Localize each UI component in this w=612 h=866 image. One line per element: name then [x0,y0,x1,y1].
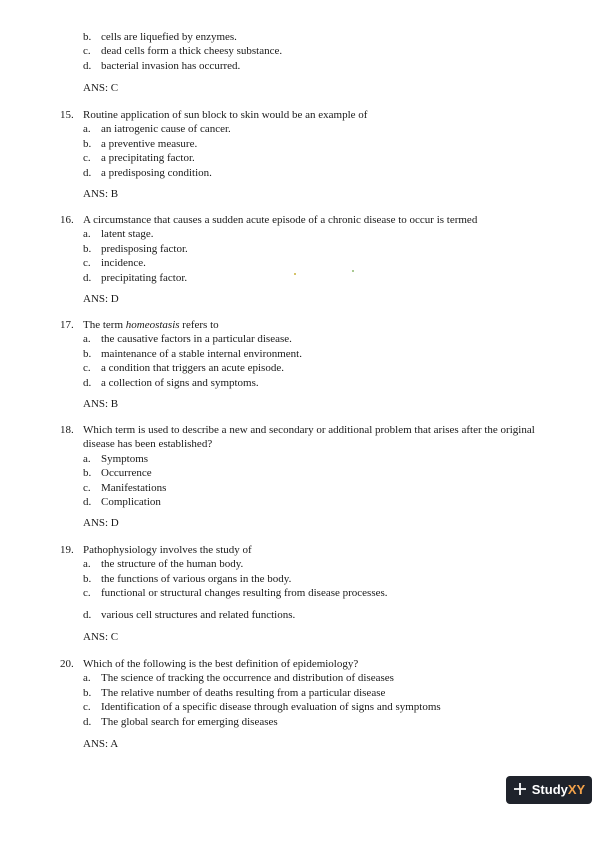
question-stem [0,108,612,122]
option-d: d. The global search for emerging diseases [83,715,278,728]
question-number: 19. [60,544,74,556]
stray-dot [352,270,354,272]
option-b: b. cells are liquefied by enzymes. [83,31,237,43]
answer-19: ANS: C [83,631,119,643]
question-15 [0,108,612,180]
option-a: a. latent stage. [83,228,154,241]
question-number: 20. [60,658,74,670]
question-text: The term homeostasis refers to [83,319,219,331]
question-16 [0,213,612,285]
answer-15: ANS: B [83,188,119,200]
option-d: d. a predisposing condition. [83,166,212,179]
option-d: d. bacterial invasion has occurred. [83,59,241,72]
question-18 [0,423,612,509]
option-c: c. a condition that triggers an acute episode. [83,362,284,375]
stray-dot [294,273,296,275]
question-number: 15. [60,109,74,121]
option-b: b. The relative number of deaths resulting from a particular disease [83,686,386,699]
question-17 [0,318,612,390]
option-c: c. functional or structural changes resulting from disease processes. [83,587,388,600]
question-text: Which term is used to describe a new and secondary or additional problem that arises after the original disease has been established? [83,424,535,451]
option-b: b. a preventive measure. [83,137,198,150]
question-19-option-d [0,608,612,622]
question-number: 17. [60,319,74,331]
option-a: a. Symptoms [83,452,149,465]
option-d: d. Complication [83,495,161,508]
plus-icon [513,781,527,799]
option-c: c. Manifestations [83,481,167,494]
option-c: c. dead cells form a thick cheesy substance. [83,45,283,58]
question-19 [0,543,612,601]
answer-16: ANS: D [83,293,119,305]
question-14-fragment [0,30,612,73]
option-b: b. predisposing factor. [83,242,188,255]
option-b: b. Occurrence [83,467,152,480]
option-c: c. incidence. [83,257,146,270]
brand-name: StudyXY [531,781,586,797]
option-d: d. a collection of signs and symptoms. [83,376,259,389]
emphasis-term: homeostasis [125,319,180,331]
option-a: a. an iatrogenic cause of cancer. [83,123,231,136]
option-c: c. Identification of a specific disease through evaluation of signs and symptoms [83,701,441,714]
option-d: d. precipitating factor. [83,271,188,284]
question-text: Routine application of sun block to skin would be an example of [83,109,368,121]
option-a: a. the structure of the human body. [83,558,244,571]
question-number: 16. [60,214,74,226]
question-stem [0,657,612,671]
studyxy-badge[interactable] [506,776,592,804]
question-stem [0,318,612,332]
question-stem [0,423,612,452]
answer-17: ANS: B [83,398,119,410]
option-b: b. the functions of various organs in the body. [83,572,292,585]
question-text: A circumstance that causes a sudden acute episode of a chronic disease to occur is termed [83,214,478,226]
answer-14: ANS: C [83,82,119,94]
question-number: 18. [60,424,74,436]
option-b: b. maintenance of a stable internal environment. [83,347,302,360]
question-stem [0,213,612,227]
question-stem [0,543,612,557]
question-20 [0,657,612,729]
option-d: d. various cell structures and related functions. [83,609,296,621]
option-a: a. the causative factors in a particular disease. [83,333,292,346]
question-text: Pathophysiology involves the study of [83,544,252,556]
answer-20: ANS: A [83,738,119,750]
answer-18: ANS: D [83,517,119,529]
option-a: a. The science of tracking the occurrence and distribution of diseases [83,672,394,685]
option-c: c. a precipitating factor. [83,152,195,165]
question-text: Which of the following is the best definition of epidemiology? [83,658,359,670]
brand-accent: XY [567,781,586,797]
